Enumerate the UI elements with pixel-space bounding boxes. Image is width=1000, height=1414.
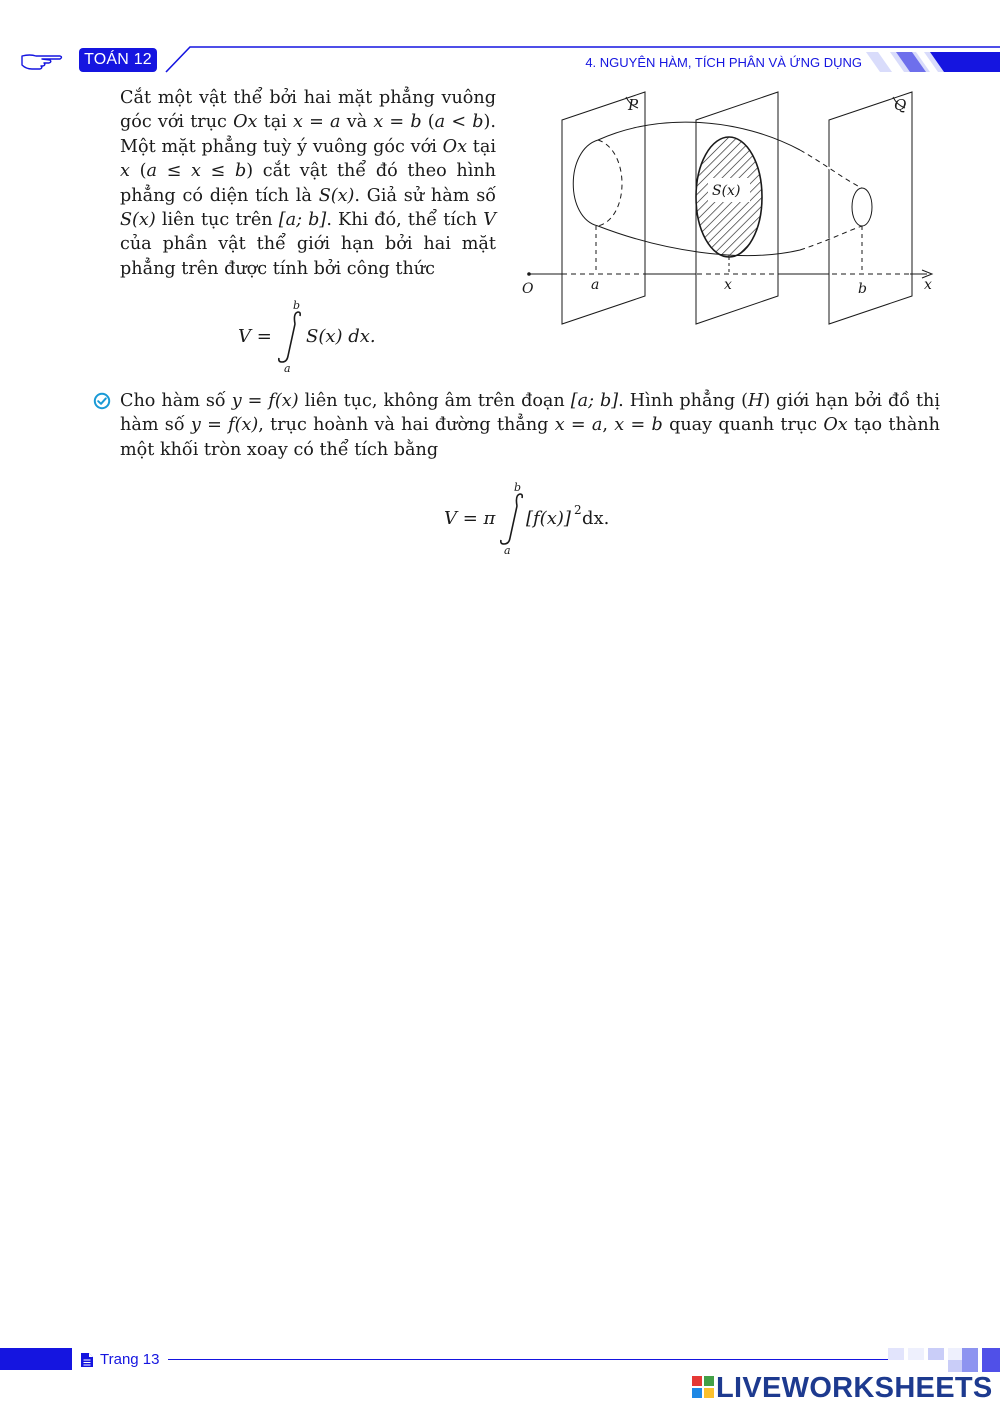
text-run: . Giả sử hàm số bbox=[354, 185, 497, 206]
formula-lhs: V = bbox=[238, 326, 272, 347]
text-run: , trục hoành và hai đường thẳng bbox=[258, 415, 555, 436]
math-run: x = a bbox=[293, 112, 341, 133]
text-run: liên tục trên bbox=[155, 210, 279, 231]
solid-cross-section-figure bbox=[512, 88, 942, 328]
liveworksheets-watermark: LIVEWORKSHEETS bbox=[716, 1372, 993, 1404]
math-run: x bbox=[120, 161, 130, 182]
liveworksheets-logo-icon bbox=[692, 1376, 714, 1398]
math-run: x = b bbox=[373, 112, 422, 133]
text-run: của phần vật thể giới hạn bởi hai mặt phẳng trên được tính bởi công thức bbox=[120, 234, 496, 279]
area-label: S(x) bbox=[712, 183, 741, 199]
revolution-volume-formula bbox=[442, 480, 662, 558]
check-circle-icon bbox=[93, 392, 111, 410]
math-run: x = b bbox=[614, 415, 663, 436]
text-run: Cho hàm số bbox=[120, 391, 232, 411]
math-run: Ox bbox=[823, 415, 848, 436]
math-run: y = f(x) bbox=[231, 391, 299, 411]
text-run: tạo thành một khối tròn xoay có thể tích bằng bbox=[120, 415, 940, 460]
math-run: S(x) bbox=[120, 210, 156, 231]
integrand-base: [f(x)] bbox=[526, 508, 571, 529]
math-run: S(x) bbox=[318, 185, 355, 206]
text-run: ( bbox=[421, 112, 435, 133]
upper-limit: b bbox=[514, 481, 522, 494]
text-run: Cắt một vật thể bởi hai mặt phẳng vuông góc với trục bbox=[120, 88, 496, 133]
text-run: tại bbox=[467, 136, 496, 157]
left-section-back bbox=[598, 140, 622, 226]
integral-sign bbox=[501, 494, 522, 544]
footer-bar bbox=[0, 1348, 72, 1370]
plane-q bbox=[829, 92, 912, 324]
tick-x-label: x bbox=[724, 277, 732, 293]
text-run: , bbox=[602, 415, 615, 436]
text-run: ) giới hạn bởi đồ thị hàm số bbox=[120, 391, 941, 436]
math-run: a < b bbox=[434, 112, 484, 133]
formula-lhs: V = π bbox=[444, 508, 496, 529]
text-run: quay quanh trục bbox=[662, 415, 824, 436]
tick-b-label: b bbox=[858, 281, 867, 297]
integrand: S(x) dx. bbox=[306, 326, 376, 347]
definition-paragraph bbox=[120, 86, 496, 281]
revolution-paragraph bbox=[120, 389, 940, 462]
left-section-front bbox=[573, 140, 598, 226]
text-run: ). Một mặt phẳng tuỳ ý vuông góc với bbox=[120, 112, 496, 157]
pointing-hand-icon bbox=[20, 48, 64, 72]
right-section bbox=[852, 188, 872, 226]
math-run: H bbox=[747, 391, 764, 411]
plane-p-label: P bbox=[628, 96, 639, 114]
text-run: ) cắt vật thể đó theo hình phẳng có diện tích là bbox=[120, 161, 496, 206]
text-run: . Khi đó, thể tích bbox=[326, 210, 484, 231]
volume-formula bbox=[238, 300, 438, 376]
plane-p bbox=[562, 92, 645, 324]
chapter-title: 4. NGUYÊN HÀM, TÍCH PHÂN VÀ ỨNG DỤNG bbox=[585, 55, 862, 70]
upper-limit: b bbox=[293, 300, 301, 312]
origin-dot bbox=[527, 272, 531, 276]
text-run: tại bbox=[257, 112, 293, 133]
math-run: x = a bbox=[554, 415, 603, 436]
math-run: y = f(x) bbox=[190, 415, 259, 436]
exponent: 2 bbox=[574, 503, 582, 517]
tick-a-label: a bbox=[591, 277, 600, 293]
lower-limit: a bbox=[504, 544, 511, 557]
math-run: a ≤ x ≤ b bbox=[146, 161, 247, 182]
text-run: và bbox=[340, 112, 374, 133]
lower-limit: a bbox=[284, 362, 291, 375]
document-icon bbox=[80, 1352, 94, 1368]
footer-rule bbox=[168, 1359, 890, 1360]
math-run: V bbox=[483, 210, 496, 231]
math-run: Ox bbox=[233, 112, 258, 133]
axis-label: x bbox=[924, 277, 932, 293]
math-run: Ox bbox=[442, 136, 467, 157]
math-run: [a; b] bbox=[570, 391, 619, 411]
integrand-rest: dx. bbox=[582, 508, 610, 529]
math-run: [a; b] bbox=[278, 210, 327, 231]
subject-badge: TOÁN 12 bbox=[79, 48, 157, 72]
plane-q-label: Q bbox=[894, 96, 907, 114]
page-number: Trang 13 bbox=[100, 1351, 160, 1368]
origin-label: O bbox=[522, 281, 534, 297]
text-run: ( bbox=[129, 161, 147, 182]
text-run: liên tục, không âm trên đoạn bbox=[298, 391, 571, 411]
footer-decoration bbox=[888, 1348, 1000, 1372]
integral-sign bbox=[279, 312, 300, 362]
text-run: . Hình phẳng ( bbox=[618, 391, 748, 411]
